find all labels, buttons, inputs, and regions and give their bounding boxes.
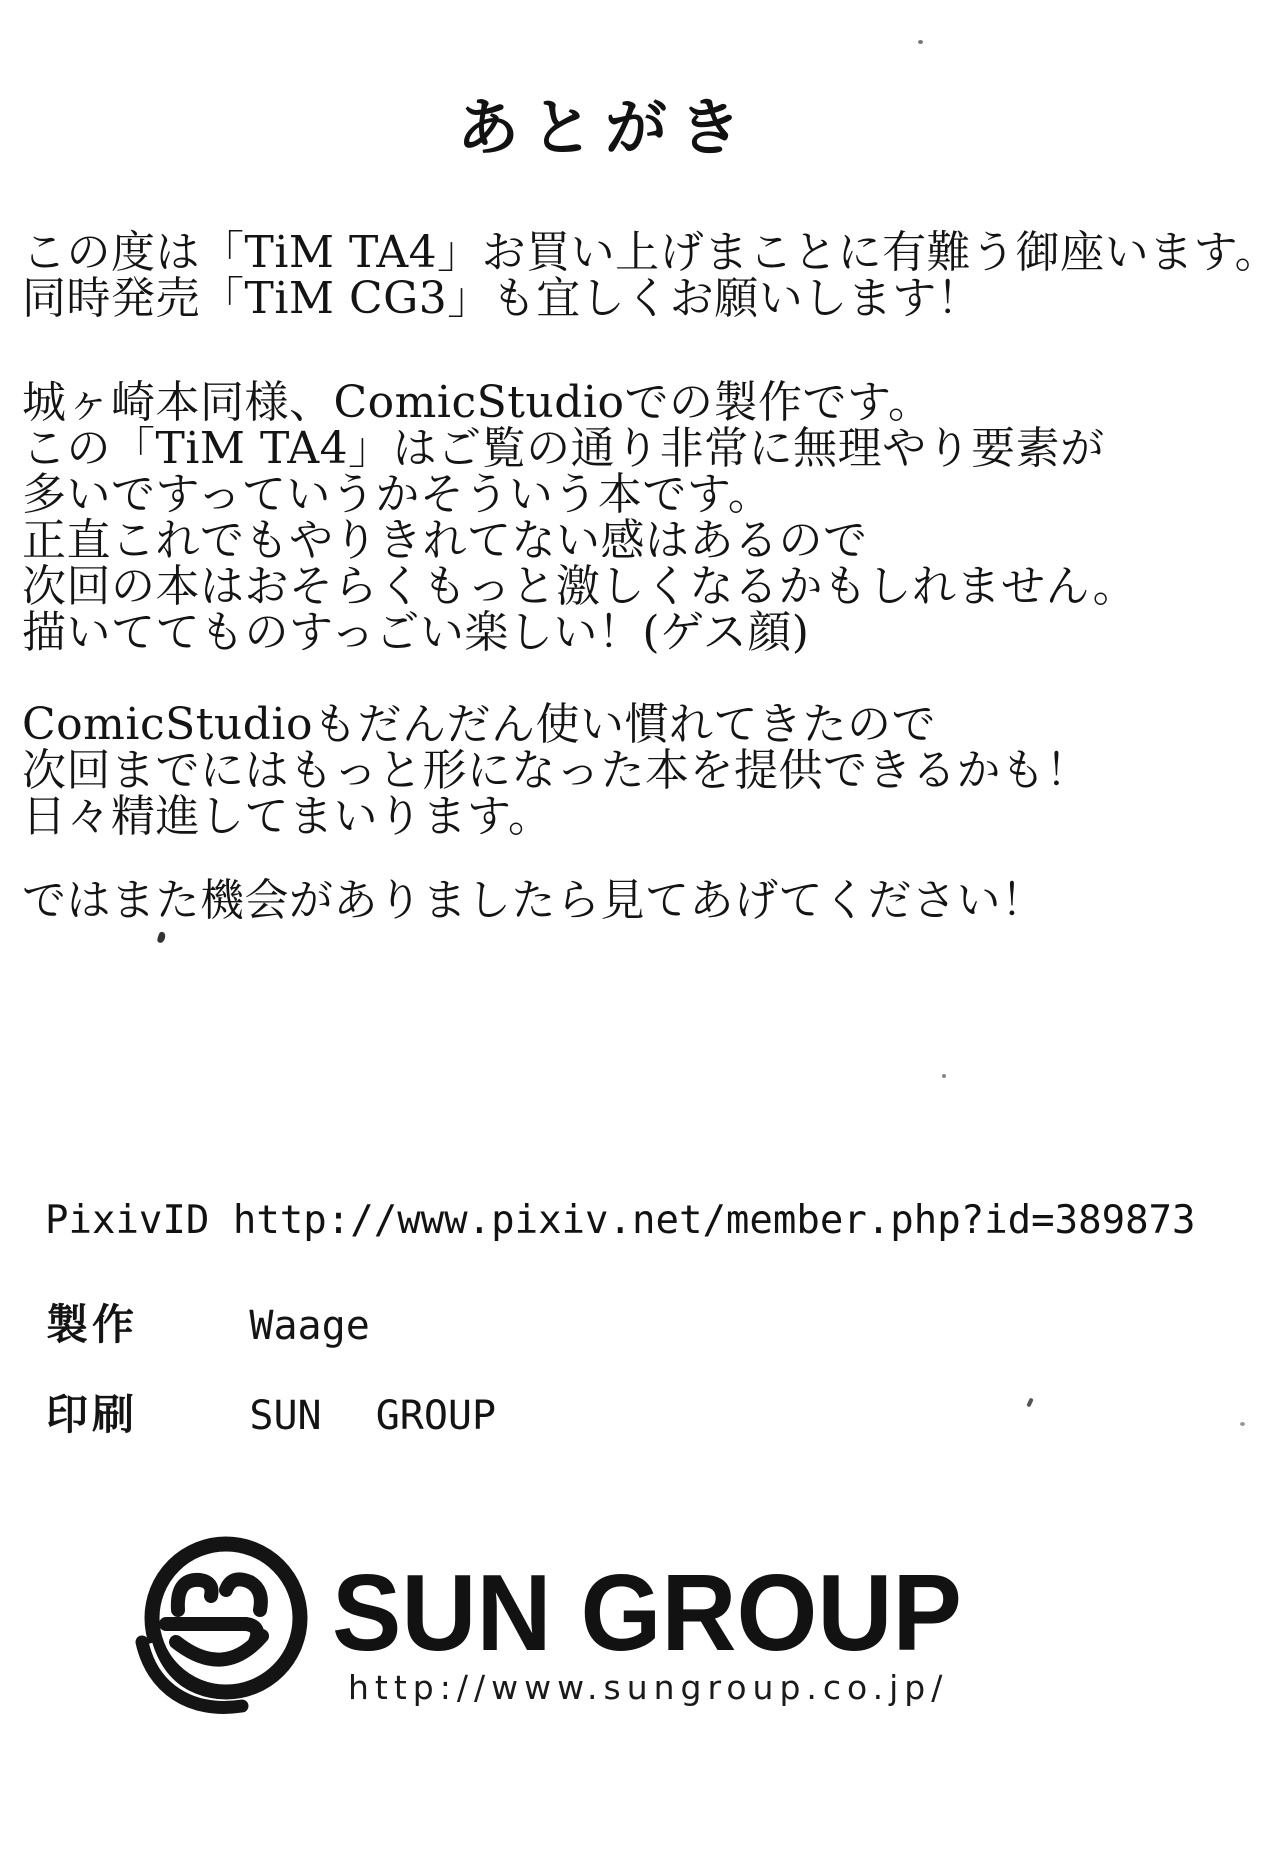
text-line: 城ヶ崎本同様、ComicStudioでの製作です。 (22, 377, 933, 428)
scan-speck (942, 1074, 946, 1078)
sun-group-emblem-icon (126, 1526, 322, 1722)
credit-row-printing (46, 1382, 496, 1442)
paragraph-closing (22, 875, 1046, 926)
text-line: ComicStudioもだんだん使い慣れてきたので (22, 699, 936, 750)
pixiv-id-line: PixivID http://www.pixiv.net/member.php?id=389873 (45, 1198, 1196, 1243)
credit-label-production: 製作 (46, 1300, 139, 1349)
text-line: 日々精進してまいります。 (22, 791, 553, 842)
scan-speck (1240, 1422, 1245, 1426)
text-line: 正直これでもやりきれてない感はあるので (22, 515, 868, 566)
scan-speck (1026, 1398, 1033, 1408)
page-title: あとがき (456, 91, 753, 164)
text-line: 多いですっていうかそういう本です。 (22, 469, 773, 520)
credit-row-production (46, 1292, 370, 1352)
text-line: ではまた機会がありましたら見てあげてください！ (22, 875, 1046, 926)
credit-label-printing: 印刷 (46, 1390, 139, 1439)
paragraph-greeting (22, 227, 1280, 324)
text-line: 描いててものすっごい楽しい！(ゲス顔) (22, 607, 810, 658)
scan-speck (156, 931, 166, 944)
sun-group-url: http://www.sungroup.co.jp/ (348, 1668, 949, 1707)
text-line: この「TiM TA4」はご覧の通り非常に無理やり要素が (22, 423, 1105, 474)
text-line: 次回までにはもっと形になった本を提供できるかも！ (22, 745, 1090, 796)
scan-speck (918, 40, 923, 44)
sun-group-wordmark: SUN GROUP (332, 1553, 962, 1674)
text-line: 次回の本はおそらくもっと激しくなるかもしれません。 (22, 561, 1138, 612)
text-line: 同時発売「TiM CG3」も宜しくお願いします！ (22, 273, 982, 324)
credit-value-production: Waage (249, 1303, 370, 1349)
credit-value-printing: SUN GROUP (249, 1393, 497, 1439)
text-line: この度は「TiM TA4」お買い上げまことに有難う御座います。 (22, 227, 1280, 278)
paragraph-production-notes (22, 377, 1138, 658)
paragraph-future-plans (22, 699, 1090, 842)
